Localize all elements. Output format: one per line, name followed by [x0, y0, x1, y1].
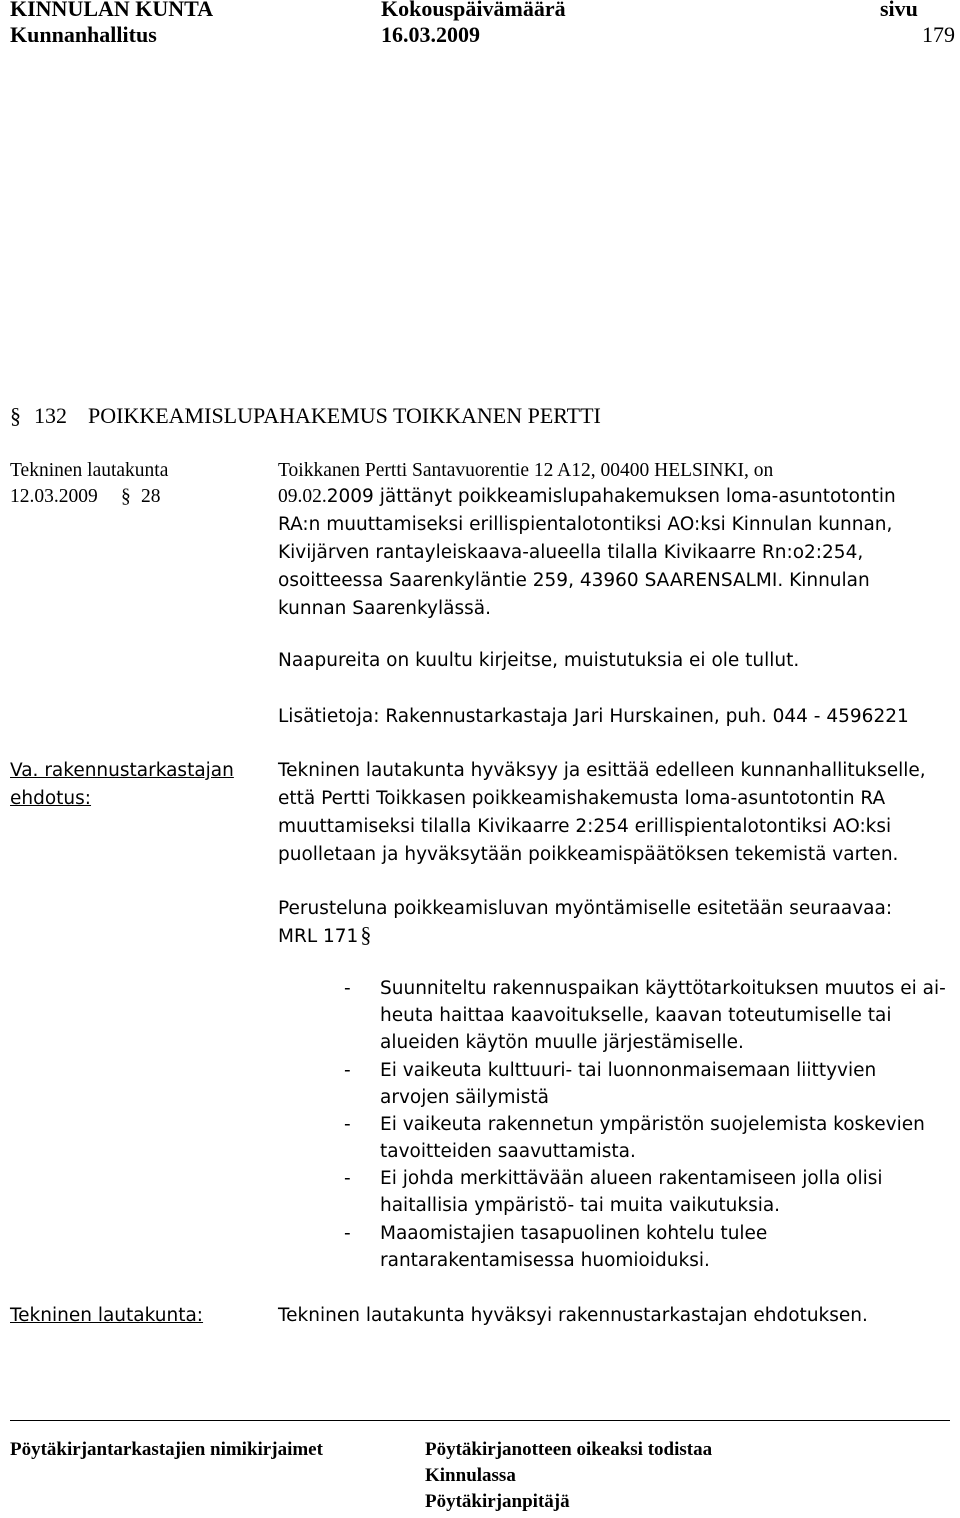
intro-line: Toikkanen Pertti Santavuorentie 12 A12, 00400 HELSINKI, on — [278, 460, 774, 481]
footer-initials-label: Pöytäkirjantarkastajien nimikirjaimet — [10, 1439, 323, 1460]
list-dash: - — [344, 1114, 351, 1135]
list-dash: - — [344, 1223, 351, 1244]
list-item-line: rantarakentamisessa huomioiduksi. — [380, 1250, 710, 1271]
justification-line: MRL 171§ — [278, 922, 372, 947]
footer-certification-label: Pöytäkirjanotteen oikeaksi todistaa — [425, 1439, 713, 1460]
contact-info: Lisätietoja: Rakennustarkastaja Jari Hurskainen, puh. 044 - 4596221 — [278, 706, 909, 727]
list-item-line: Ei vaikeuta rakennetun ympäristön suojelemista koskevien — [380, 1114, 925, 1135]
page-number: 179 — [922, 22, 955, 47]
neighbors-note: Naapureita on kuultu kirjeitse, muistutuksia ei ole tullut. — [278, 650, 800, 671]
intro-line: kunnan Saarenkylässä. — [278, 598, 491, 619]
ref-date: 12.03.2009 — [10, 486, 98, 507]
decision-label: Tekninen lautakunta: — [10, 1305, 204, 1326]
page-label: sivu — [880, 0, 918, 21]
list-item-line: Ei johda merkittävään alueen rakentamiseen jolla olisi — [380, 1168, 883, 1189]
decision-text: Tekninen lautakunta hyväksyi rakennustarkastajan ehdotuksen. — [278, 1305, 868, 1326]
ref-symbol: § — [121, 486, 131, 507]
list-item-line: Ei vaikeuta kulttuuri- tai luonnonmaisemaan liittyvien — [380, 1060, 877, 1081]
intro-line: 09.02.2009 jättänyt poikkeamislupahakemuksen loma-asuntotontin — [278, 486, 896, 507]
footer-secretary-label: Pöytäkirjanpitäjä — [425, 1491, 570, 1512]
section-symbol: § — [10, 403, 21, 428]
intro-line: osoitteessa Saarenkyläntie 259, 43960 SAARENSALMI. Kinnulan — [278, 570, 870, 591]
list-item-line: heuta haittaa kaavoitukselle, kaavan toteutumiselle tai — [380, 1005, 892, 1026]
list-item-line: alueiden käytön muulle järjestämiselle. — [380, 1032, 744, 1053]
list-item-line: arvojen säilymistä — [380, 1087, 549, 1108]
list-item-line: tavoitteiden saavuttamista. — [380, 1141, 636, 1162]
ref-committee: Tekninen lautakunta — [10, 460, 169, 481]
intro-line: RA:n muuttamiseksi erillispientalotontiksi AO:ksi Kinnulan kunnan, — [278, 514, 893, 535]
list-dash: - — [344, 1168, 351, 1189]
proposal-line: että Pertti Toikkasen poikkeamishakemusta loma-asuntotontin RA — [278, 788, 886, 809]
meeting-date-label: Kokouspäivämäärä — [381, 0, 566, 21]
org-name: KINNULAN KUNTA — [10, 0, 214, 21]
list-dash: - — [344, 1060, 351, 1081]
proposal-line: muuttamiseksi tilalla Kivikaarre 2:254 erillispientalotontiksi AO:ksi — [278, 816, 892, 837]
list-item-line: Suunniteltu rakennuspaikan käyttötarkoituksen muutos ei ai- — [380, 978, 946, 999]
proposal-line: Tekninen lautakunta hyväksyy ja esittää edelleen kunnanhallitukselle, — [278, 760, 926, 781]
ref-number: 28 — [141, 486, 161, 507]
proposal-label: Va. rakennustarkastajan — [10, 760, 234, 781]
list-item-line: Maaomistajien tasapuolinen kohtelu tulee — [380, 1223, 768, 1244]
section-title: POIKKEAMISLUPAHAKEMUS TOIKKANEN PERTTI — [88, 403, 601, 428]
meeting-date: 16.03.2009 — [381, 22, 480, 47]
footer-divider — [10, 1420, 950, 1421]
list-item-line: haitallisia ympäristö- tai muita vaikutuksia. — [380, 1195, 781, 1216]
intro-line: Kivijärven rantayleiskaava-alueella tilalla Kivikaarre Rn:o2:254, — [278, 542, 864, 563]
justification-line: Perusteluna poikkeamisluvan myöntämiselle esitetään seuraavaa: — [278, 898, 893, 919]
list-dash: - — [344, 978, 351, 999]
body-name: Kunnanhallitus — [10, 22, 157, 47]
proposal-label: ehdotus: — [10, 788, 92, 809]
proposal-line: puolletaan ja hyväksytään poikkeamispäätöksen tekemistä varten. — [278, 844, 899, 865]
section-number: 132 — [34, 403, 67, 428]
footer-place: Kinnulassa — [425, 1465, 516, 1486]
